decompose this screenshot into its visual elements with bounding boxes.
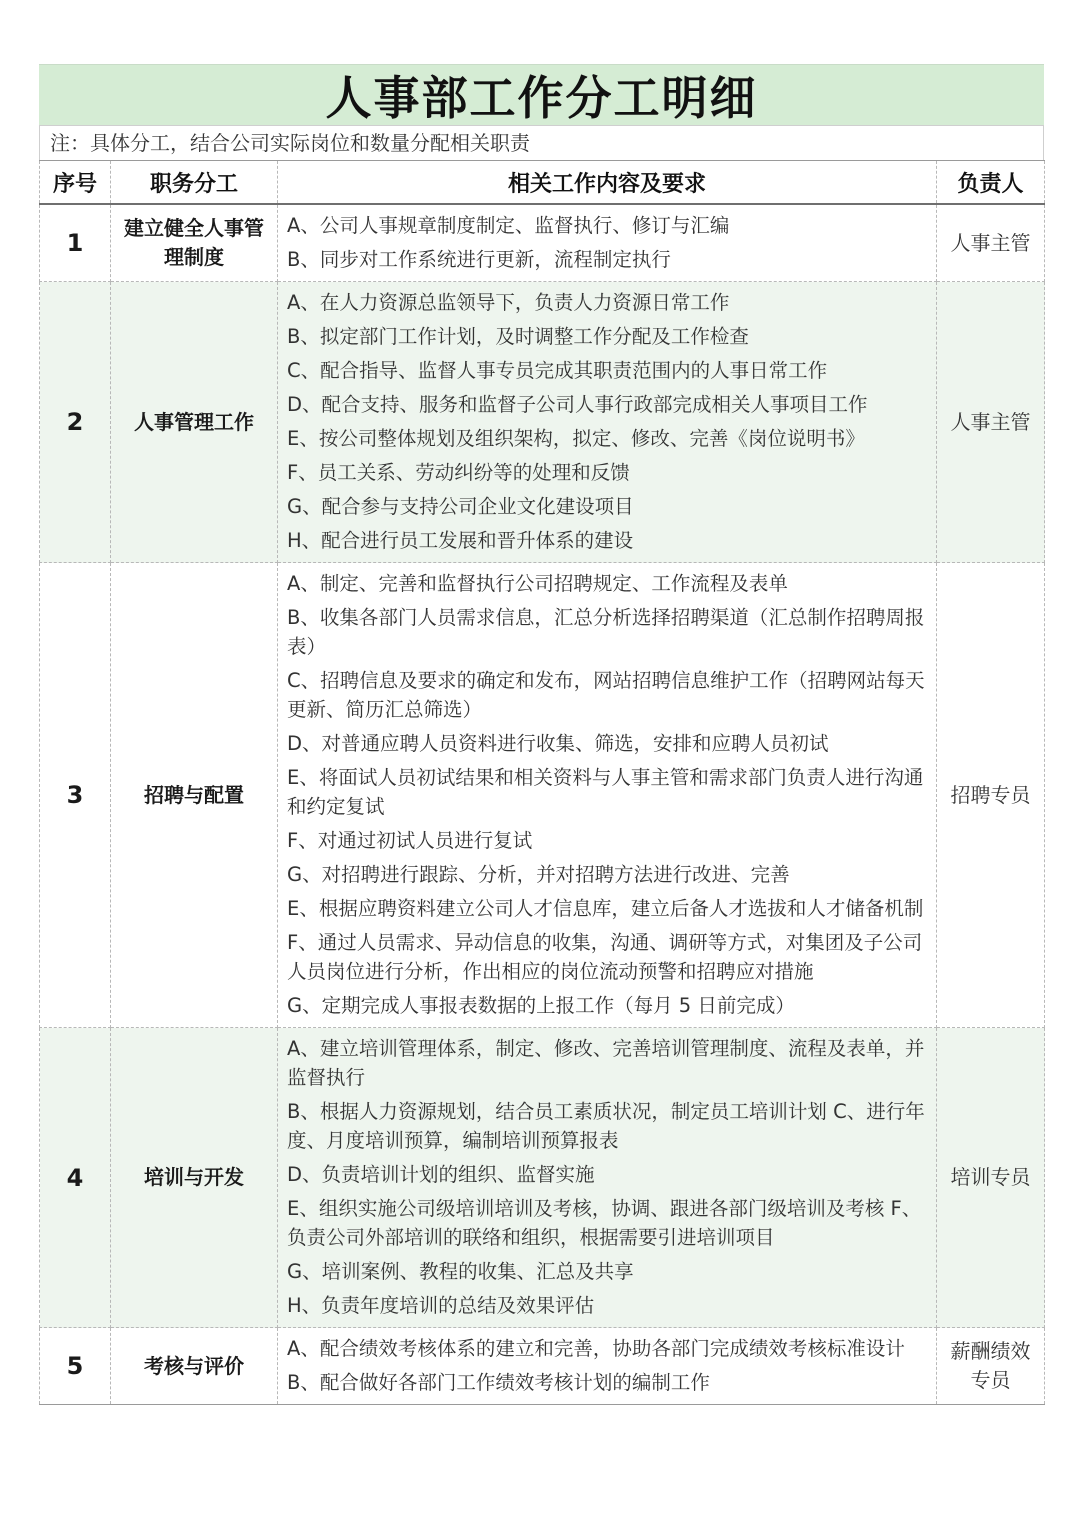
content-item: G、定期完成人事报表数据的上报工作（每月 5 日前完成）: [287, 994, 795, 1017]
content-item: E、根据应聘资料建立公司人才信息库，建立后备人才选拔和人才储备机制: [287, 897, 924, 920]
header-content: 相关工作内容及要求: [278, 161, 937, 205]
row-owner: 薪酬绩效专员: [937, 1328, 1045, 1405]
row-role: 人事管理工作: [111, 282, 278, 563]
content-item: H、配合进行员工发展和晋升体系的建设: [287, 529, 634, 552]
row-role: 考核与评价: [111, 1328, 278, 1405]
content-item: E、按公司整体规划及组织架构，拟定、修改、完善《岗位说明书》: [287, 427, 865, 450]
content-item: F、对通过初试人员进行复试: [287, 829, 533, 852]
duty-sheet: [39, 64, 1044, 1405]
row-role: 招聘与配置: [111, 563, 278, 1028]
table-row: [40, 563, 1045, 1028]
content-item: B、同步对工作系统进行更新，流程制定执行: [287, 248, 671, 271]
row-content: [278, 204, 937, 282]
content-item: F、员工关系、劳动纠纷等的处理和反馈: [287, 461, 630, 484]
content-item: D、负责培训计划的组织、监督实施: [287, 1163, 595, 1186]
header-role: 职务分工: [111, 161, 278, 205]
content-item: D、对普通应聘人员资料进行收集、筛选，安排和应聘人员初试: [287, 732, 829, 755]
content-item: B、根据人力资源规划，结合员工素质状况，制定员工培训计划 C、进行年度、月度培训预算，编制培训预算报表: [287, 1100, 925, 1152]
table-row: [40, 1328, 1045, 1405]
table-row: [40, 204, 1045, 282]
table-row: [40, 282, 1045, 563]
content-item: B、配合做好各部门工作绩效考核计划的编制工作: [287, 1371, 710, 1394]
content-item: A、建立培训管理体系，制定、修改、完善培训管理制度、流程及表单，并监督执行: [287, 1037, 925, 1089]
content-item: E、组织实施公司级培训培训及考核，协调、跟进各部门级培训及考核 F、负责公司外部培训的联络和组织，根据需要引进培训项目: [287, 1197, 922, 1249]
page-title: 人事部工作分工明细: [39, 64, 1044, 125]
row-content: [278, 1028, 937, 1328]
content-item: A、配合绩效考核体系的建立和完善，协助各部门完成绩效考核标准设计: [287, 1337, 905, 1360]
row-content: [278, 563, 937, 1028]
row-owner: 人事主管: [937, 282, 1045, 563]
row-owner: 招聘专员: [937, 563, 1045, 1028]
row-number: 1: [40, 204, 111, 282]
content-item: G、配合参与支持公司企业文化建设项目: [287, 495, 634, 518]
content-item: A、制定、完善和监督执行公司招聘规定、工作流程及表单: [287, 572, 788, 595]
content-item: D、配合支持、服务和监督子公司人事行政部完成相关人事项目工作: [287, 393, 868, 416]
content-item: H、负责年度培训的总结及效果评估: [287, 1294, 595, 1317]
row-content: [278, 1328, 937, 1405]
row-number: 3: [40, 563, 111, 1028]
content-item: C、配合指导、监督人事专员完成其职责范围内的人事日常工作: [287, 359, 828, 382]
row-number: 5: [40, 1328, 111, 1405]
content-item: E、将面试人员初试结果和相关资料与人事主管和需求部门负责人进行沟通和约定复试: [287, 766, 924, 818]
row-owner: 人事主管: [937, 204, 1045, 282]
content-item: B、拟定部门工作计划，及时调整工作分配及工作检查: [287, 325, 749, 348]
row-role: 建立健全人事管理制度: [111, 204, 278, 282]
row-owner: 培训专员: [937, 1028, 1045, 1328]
row-content: [278, 282, 937, 563]
row-number: 4: [40, 1028, 111, 1328]
header-no: 序号: [40, 161, 111, 205]
content-item: G、对招聘进行跟踪、分析，并对招聘方法进行改进、完善: [287, 863, 790, 886]
row-number: 2: [40, 282, 111, 563]
note-line: 注：具体分工，结合公司实际岗位和数量分配相关职责: [39, 125, 1044, 160]
content-item: C、招聘信息及要求的确定和发布，网站招聘信息维护工作（招聘网站每天更新、简历汇总筛选）: [287, 669, 925, 721]
content-item: F、通过人员需求、异动信息的收集，沟通、调研等方式，对集团及子公司人员岗位进行分析，作出相应的岗位流动预警和招聘应对措施: [287, 931, 923, 983]
table-header-row: [40, 161, 1045, 205]
content-item: B、收集各部门人员需求信息，汇总分析选择招聘渠道（汇总制作招聘周报表）: [287, 606, 925, 658]
content-item: A、公司人事规章制度制定、监督执行、修订与汇编: [287, 214, 730, 237]
row-role: 培训与开发: [111, 1028, 278, 1328]
table-row: [40, 1028, 1045, 1328]
duty-table: [39, 160, 1045, 1405]
content-item: A、在人力资源总监领导下，负责人力资源日常工作: [287, 291, 730, 314]
header-owner: 负责人: [937, 161, 1045, 205]
content-item: G、培训案例、教程的收集、汇总及共享: [287, 1260, 634, 1283]
